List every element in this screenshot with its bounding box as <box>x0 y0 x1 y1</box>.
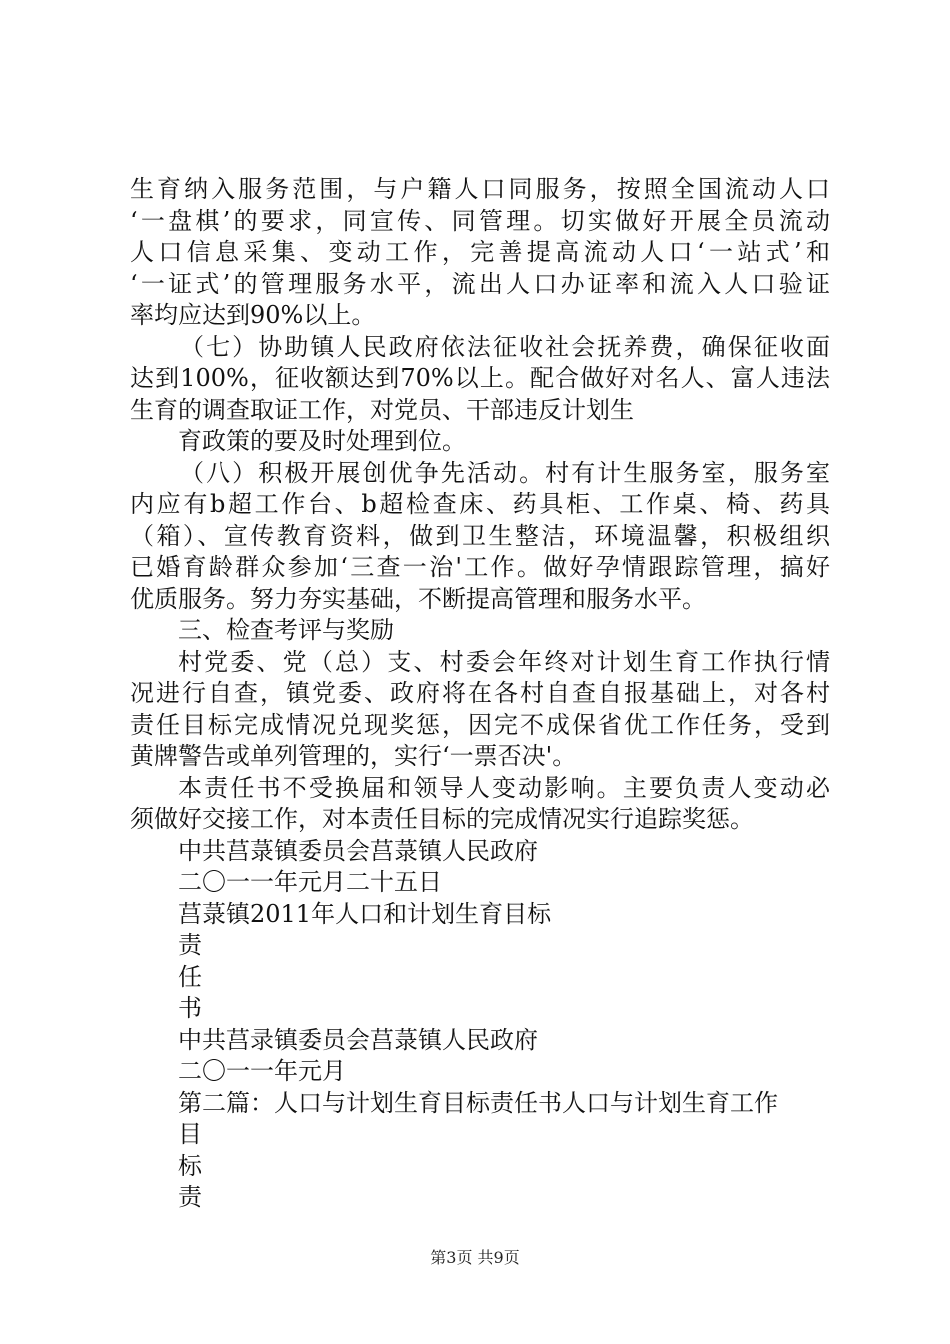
paragraph-line: （箱）、宣传教育资料，做到卫生整洁，环境温馨，积极组织 <box>130 521 830 550</box>
title-char-line: 责 <box>178 931 202 959</box>
title-char-line: 责 <box>178 1183 202 1211</box>
paragraph-line: 须做好交接工作，对本责任目标的完成情况实行追踪奖惩。 <box>130 805 754 833</box>
paragraph-line: 责任目标完成情况兑现奖惩，因完不成保省优工作任务，受到 <box>130 710 830 739</box>
paragraph-line: 况进行自查，镇党委、政府将在各村自查自报基础上，对各村 <box>130 679 830 707</box>
paragraph-line: 村党委、党（总）支、村委会年终对计划生育工作执行情 <box>178 647 830 676</box>
paragraph-line: （七）协助镇人民政府依法征收社会抚养费，确保征收面 <box>180 332 830 361</box>
date-line: 二〇一一年元月二十五日 <box>178 868 442 896</box>
paragraph-line: 育政策的要及时处理到位。 <box>178 427 466 455</box>
paragraph-line: （八）积极开展创优争先活动。村有计生服务室，服务室 <box>180 458 830 487</box>
document-body <box>130 174 830 1214</box>
title-char-line: 标 <box>178 1151 202 1180</box>
paragraph-line: 内应有b超工作台、b超检查床、药具柜、工作桌、椅、药具 <box>130 490 830 518</box>
section-heading: 三、检查考评与奖励 <box>178 616 394 644</box>
paragraph-line: 率均应达到90%以上。 <box>130 301 376 329</box>
title-line: 莒菉镇2011年人口和计划生育目标 <box>178 899 552 928</box>
signature-line: 中共莒录镇委员会莒菉镇人民政府 <box>178 1025 538 1054</box>
paragraph-line: 达到100%，征收额达到70%以上。配合做好对名人、富人违法 <box>130 364 830 392</box>
paragraph-line: 黄牌警告或单列管理的，实行‘一票否决'。 <box>130 742 577 770</box>
paragraph-line: 本责任书不受换届和领导人变动影响。主要负责人变动必 <box>178 773 830 802</box>
paragraph-line: 生育的调查取证工作，对党员、干部违反计划生 <box>130 395 634 424</box>
title-char-line: 任 <box>178 962 202 991</box>
paragraph-line: ‘一盘棋’的要求，同宣传、同管理。切实做好开展全员流动 <box>130 206 830 235</box>
paragraph-line: 生育纳入服务范围，与户籍人口同服务，按照全国流动人口 <box>130 175 830 203</box>
date-line: 二〇一一年元月 <box>178 1057 346 1085</box>
title-char-line: 目 <box>178 1120 202 1148</box>
title-char-line: 书 <box>178 994 202 1022</box>
page-number-footer: 第3页 共9页 <box>430 1248 520 1267</box>
paragraph-line: 优质服务。努力夯实基础，不断提高管理和服务水平。 <box>130 584 706 613</box>
paragraph-line: 人口信息采集、变动工作，完善提高流动人口‘一站式’和 <box>130 238 830 266</box>
chapter-heading: 第二篇：人口与计划生育目标责任书人口与计划生育工作 <box>178 1088 778 1117</box>
paragraph-line: ‘一证式’的管理服务水平，流出人口办证率和流入人口验证 <box>130 269 830 298</box>
paragraph-line: 已婚育龄群众参加‘三查一治'工作。做好孕情跟踪管理，搞好 <box>130 553 830 581</box>
signature-line: 中共莒菉镇委员会莒菉镇人民政府 <box>178 836 538 865</box>
